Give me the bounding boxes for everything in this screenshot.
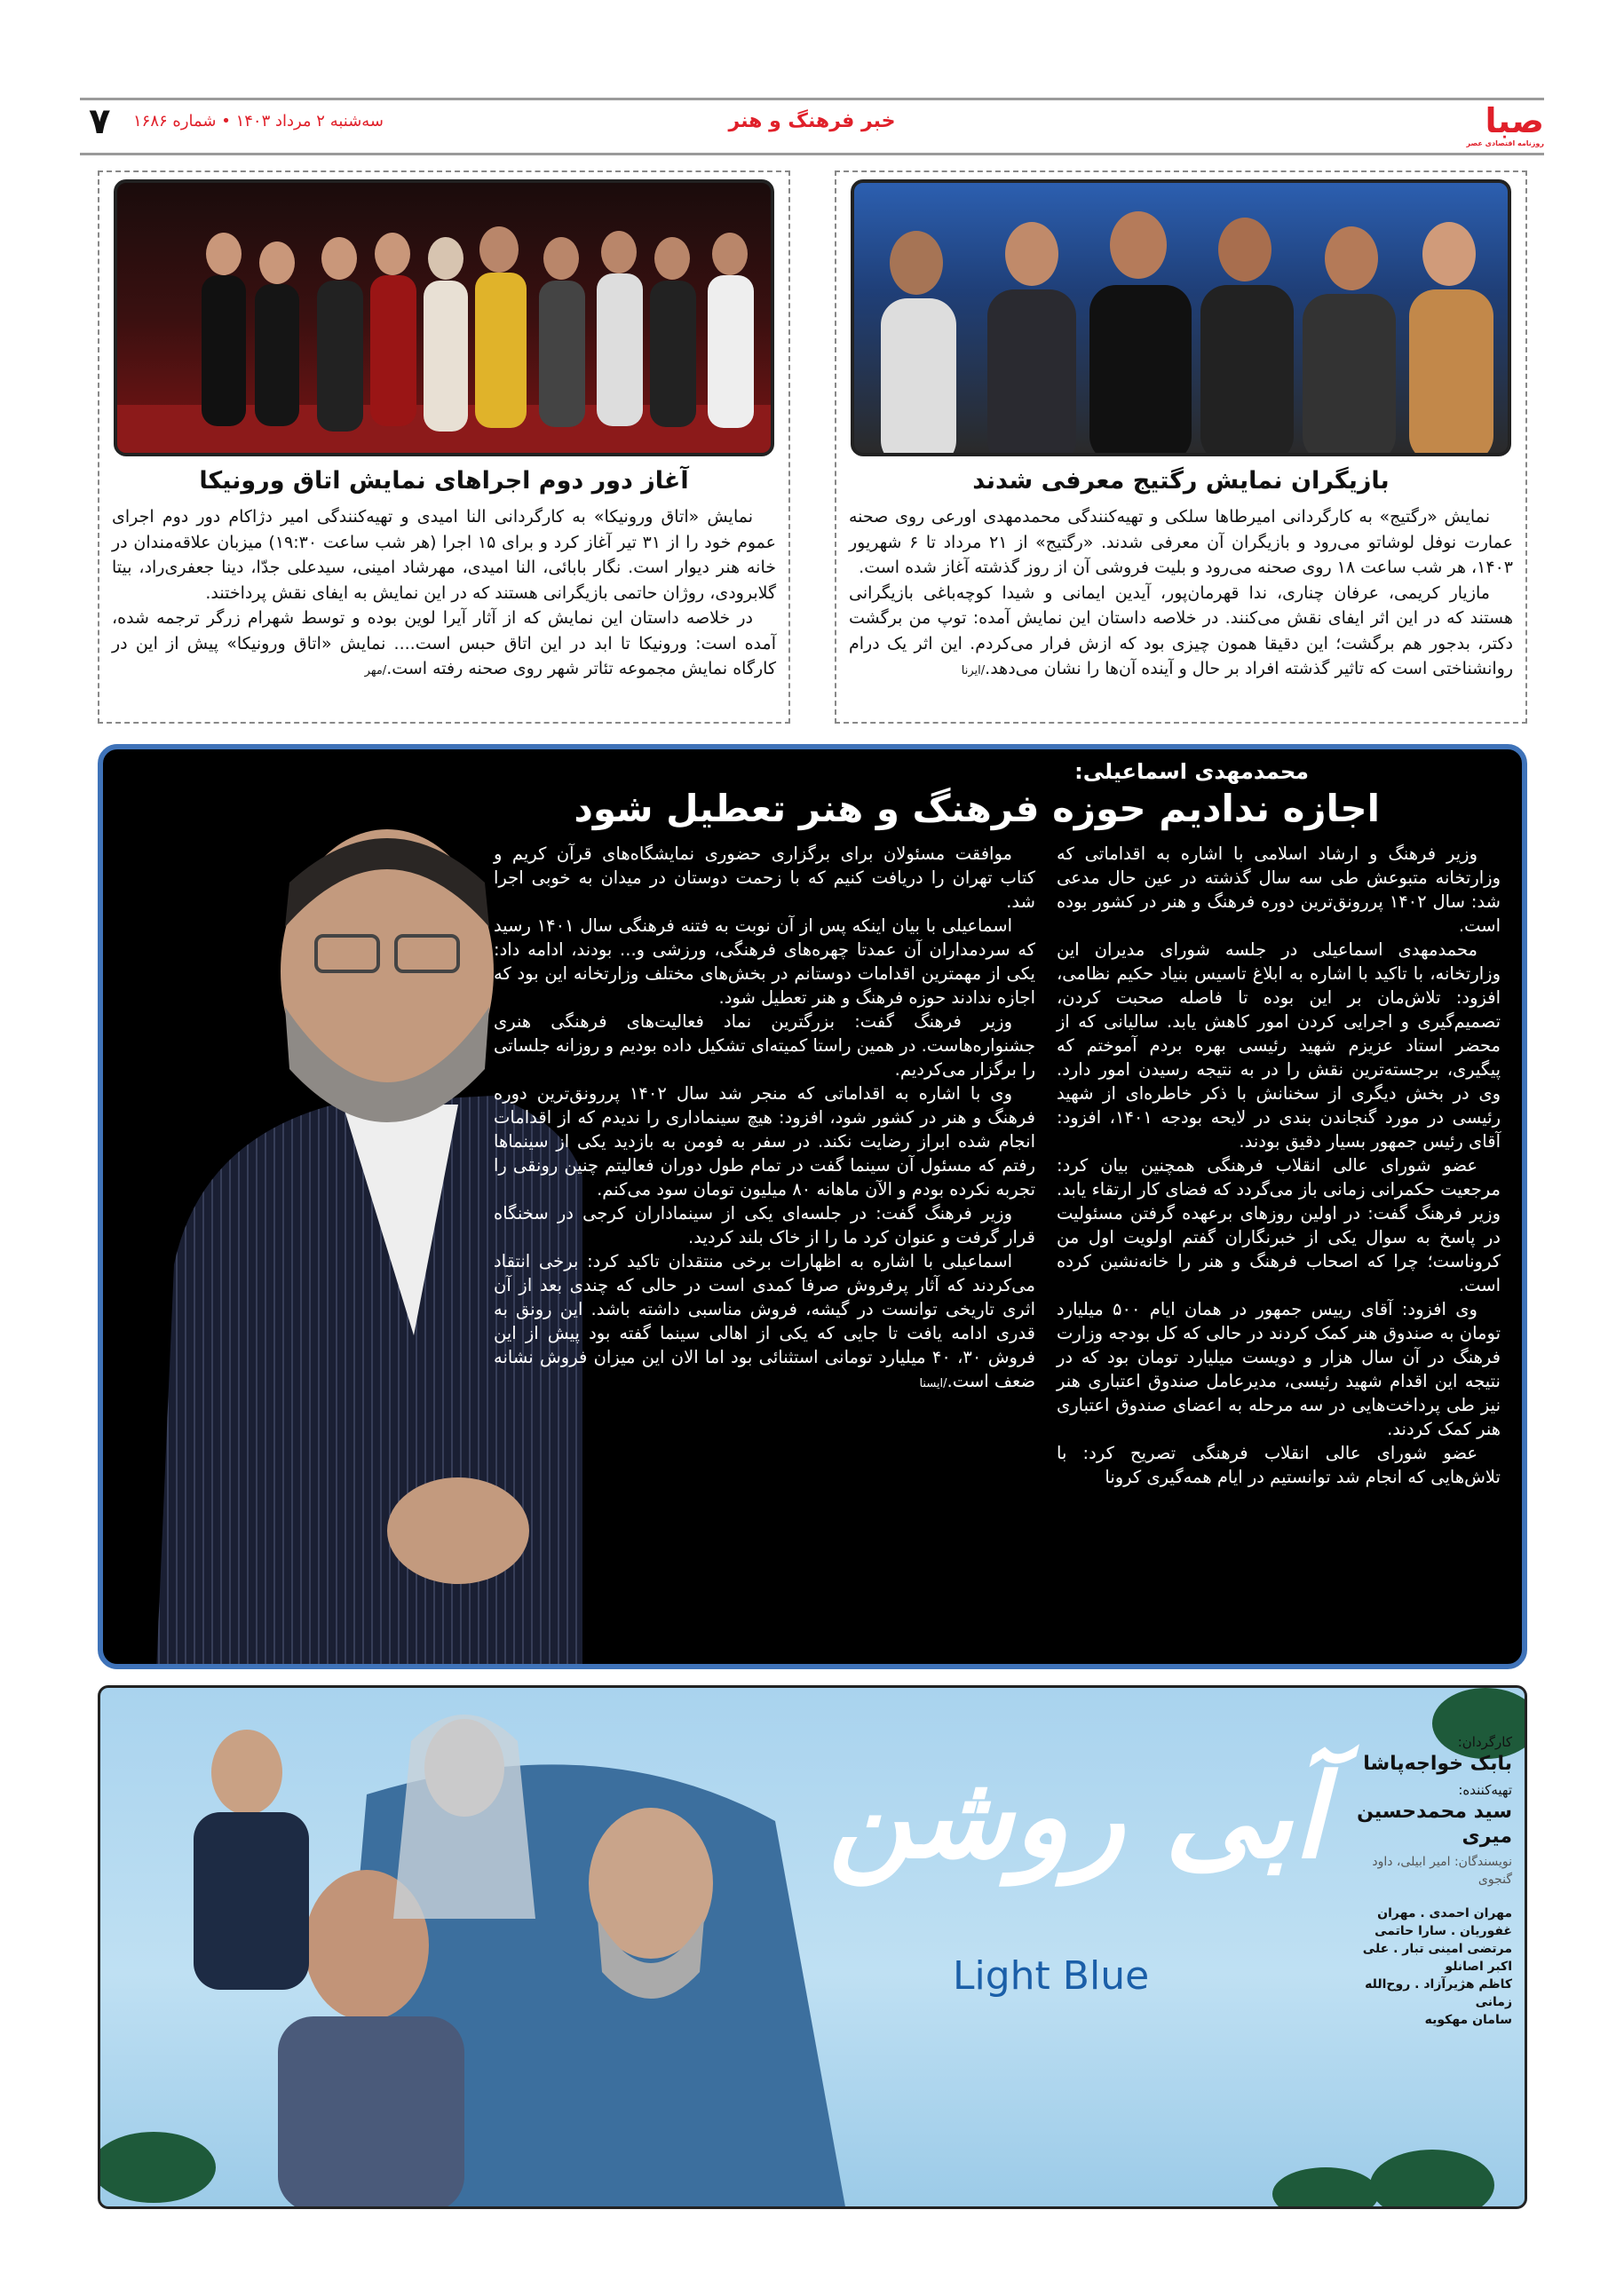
cast-photo-veronica <box>114 179 774 456</box>
section-title: خبر فرهنگ و هنر <box>728 110 896 132</box>
article-paragraph: وزیر فرهنگ گفت: بزرگترین نماد فعالیت‌های فرهنگی هنری جشنواره‌هاست. در همین راستا کمیته‌ای تشکیل داده بودیم و روزانه جلساتی را برگزار می‌کردیم. <box>494 1011 1035 1080</box>
page-number: ۷ <box>89 101 111 142</box>
news-body <box>112 504 776 685</box>
cast-line: کاظم هژیرآزاد . روح‌الله زمانی <box>1365 1977 1512 2009</box>
cast-line: سامان مهکویه <box>1424 2013 1512 2027</box>
cast-line: مرتضی امینی تبار . علی اکبر اصانلو <box>1362 1942 1512 1974</box>
cast-group-illustration <box>854 183 1511 456</box>
director-label: کارگردان: <box>1457 1734 1512 1750</box>
article-paragraph: وزیر فرهنگ و ارشاد اسلامی با اشاره به اقداماتی که وزارتخانه متبوعش طی سه سال گذشته در عین حال مدعی شد: سال ۱۴۰۲ پررونق‌ترین دوره فرهنگ و هنر در کشور بوده است. <box>1057 843 1501 936</box>
paragraph-text: مازیار کریمی، عرفان چناری، ندا قهرمان‌پور، آیدین ایمانی و شیدا کوچه‌باغی بازیگرانی هستند که در این اثر ایفای نقش می‌کنند. در خلاصه داستان این نمایش آمده: توپ من برگشت دکتر، بدجور هم برگشت؛ این دقیقا همون چیزی بود که ازش فرار می‌کردم. این اثر یک درام روانشناختی است که تاثیر گذشته افراد بر حال و آینده آن‌ها را نشان می‌دهد. <box>849 582 1513 678</box>
news-title: بازیگران نمایش رگتیج معرفی شدند <box>972 467 1390 495</box>
article-paragraph: موافقت مسئولان برای برگزاری حضوری نمایشگاه‌های قرآن کریم و کتاب تهران را دریافت کنیم که با زحمت دوستان در میدان به خوبی اجرا شد. <box>494 843 1035 912</box>
article-paragraph <box>494 1249 1035 1396</box>
article-paragraph: وی افزود: آقای رییس جمهور در همان ایام ۵۰۰ میلیارد تومان به صندوق هنر کمک کردند در حالی که کل بودجه وزارت فرهنگ در آن سال هزار و دویست میلیارد تومان بود که در نتیجه این اقدام شهید رئیسی، مدیرعامل صندوق اعتباری هنر نیز طی پرداخت‌هایی در سه مرحله به اعضای صندوق اعتباری هنر کمک کردند. <box>1057 1299 1501 1439</box>
film-poster-light-blue <box>98 1685 1527 2209</box>
header-bottom-rule <box>80 153 1544 155</box>
article-source: /ایسنا <box>919 1377 947 1390</box>
article-paragraph: وزیر فرهنگ گفت: در جلسه‌ای یکی از سینماداران کرجی در سخنگاه قرار گرفت و عنوان کرد ما را از خاک بلند کردید. <box>494 1203 1035 1247</box>
article-paragraph: وی با اشاره به اقداماتی که منجر شد سال ۱۴۰۲ پررونق‌ترین دوره فرهنگ و هنر در کشور شود، افزود: هیچ سینماداری را ندیدم که از اقدامات انجام شده ابراز رضایت نکند. در سفر به فومن به بازدید یکی از سینماها رفتم که مسئول آن سینما گفت در تمام طول دوران فعالیتم چنین رونقی را تجربه نکرده بودم و الآن ماهانه ۸۰ میلیون تومان سود می‌کنم. <box>494 1083 1035 1200</box>
paragraph-text: اسماعیلی با اشاره به اظهارات برخی منتقدان تاکید کرد: برخی انتقاد می‌کردند که آثار پرفروش صرفا کمدی است در حالی که چندی بعد از آن اثری تاریخی توانست در گیشه، فروش مناسبی داشته باشد. این رونق به قدری ادامه یافت تا جایی که یکی از اهالی سینما گفته بود پیش از این فروش ۳۰، ۴۰ میلیارد تومانی استثنائی بود اما الان این میزان فروش نشانه ضعف است. <box>494 1251 1035 1391</box>
writers: نویسندگان: امیر ابیلی، داود گنجوی <box>1372 1855 1512 1887</box>
article-column-left <box>494 842 1035 1396</box>
poster-credits <box>1335 1732 1512 2029</box>
cast-line: مهران احمدی . مهران غفوریان . سارا حاتمی <box>1374 1906 1512 1938</box>
news-paragraph <box>112 606 776 685</box>
article-headline: اجازه ندادیم حوزه فرهنگ و هنر تعطیل شود <box>574 787 1380 830</box>
main-article <box>98 744 1527 1669</box>
news-box-veronica <box>98 170 790 724</box>
news-title: آغاز دور دوم اجراهای نمایش اتاق ورونیکا <box>199 467 689 495</box>
director-name: بابک خواجه‌پاشا <box>1363 1753 1512 1775</box>
article-paragraph: اسماعیلی با بیان اینکه پس از آن نوبت به فتنه فرهنگی سال ۱۴۰۱ رسید که سردمداران آن عمدتا چهره‌های فرهنگی، ورزشی و... بودند، ادامه داد: یکی از مهمترین اقدامات دوستانم در بخش‌های مختلف وزارتخانه این بود که اجازه ندادند حوزه فرهنگ و هنر تعطیل شود. <box>494 915 1035 1008</box>
poster-title-en: Light Blue <box>953 1953 1150 1999</box>
news-box-ragtime <box>835 170 1527 724</box>
logo-subtitle: روزنامه اقتصادی عصر <box>1466 139 1544 147</box>
logo-text: صبا <box>1485 101 1544 140</box>
cast-photo-ragtime <box>851 179 1511 456</box>
producer-name: سید محمدحسین میری <box>1357 1801 1512 1848</box>
dateline: سه‌شنبه ۲ مرداد ۱۴۰۳ • شماره ۱۶۸۶ <box>133 112 384 131</box>
poster-title-fa: آبی روشن <box>828 1749 1326 1884</box>
news-body <box>849 504 1513 685</box>
page-header <box>80 101 1544 151</box>
news-paragraph <box>849 581 1513 685</box>
article-paragraph: محمدمهدی اسماعیلی در جلسه شورای مدیران این وزارتخانه، با تاکید با اشاره به ابلاغ تاسیس بنیاد حکیم نظامی، افزود: تلاش‌مان بر این بوده تا فاصله صحبت کردن، تصمیم‌گیری و اجرایی کردن امور کاهش یابد. سالیانی که از محضر استاد عزیزم شهید رئیسی بهره بردم آموختم که پیگیری، برجسته‌ترین نقش را در به نتیجه رسیدن امور دارد. وی در بخش دیگری از سخنانش با ذکر خاطره‌ای از شهید رئیسی در مورد گنجاندن بندی در لایحه بودجه ۱۴۰۱، افزود: آقای رئیس جمهور بسیار دقیق بودند. <box>1057 939 1501 1152</box>
stage-group-illustration <box>117 183 774 456</box>
header-top-rule <box>80 98 1544 100</box>
article-kicker: محمدمهدی اسماعیلی: <box>1074 759 1309 784</box>
producer-label: تهیه‌کننده: <box>1458 1782 1512 1798</box>
article-paragraph: عضو شورای عالی انقلاب فرهنگی همچنین بیان کرد: مرجعیت حکمرانی زمانی باز می‌گردد که فضای کار ارتقاء یابد. وزیر فرهنگ گفت: در اولین روزهای برعهده گرفتن مسئولیت در پاسخ به سوال یکی از خبرنگاران گفتم اولویت اول من کروناست؛ چرا که اصحاب فرهنگ و هنر را خانه‌نشین کرده است. <box>1057 1155 1501 1295</box>
article-paragraph: عضو شورای عالی انقلاب فرهنگی تصریح کرد: با تلاش‌هایی که انجام شد توانستیم در ایام همه‌گیری کرونا <box>1057 1443 1501 1487</box>
paragraph-text: در خلاصه داستان این نمایش که از آثار آیرا لوین بوده و توسط شهرام زرگر ترجمه شده، آمده است: ورونیکا تا ابد در این اتاق حبس است.... نمایش «اتاق ورونیکا» پیش از این در کارگاه نمایش مجموعه تئاتر شهر روی صحنه رفته است. <box>112 608 776 678</box>
article-column-right <box>1057 842 1501 1489</box>
news-source: /ایرنا <box>961 664 986 677</box>
news-paragraph: نمایش «اتاق ورونیکا» به کارگردانی النا امیدی و تهیه‌کنندگی امیر دژاکام دور دوم اجرای عموم خود را از ۳۱ تیر آغاز کرد و برای ۱۵ اجرا (هر شب ساعت ۱۹:۳۰) میزبان علاقه‌مندان در خانه هنر دیوار است. نگار بابائی، النا امیدی، مهرشاد امینی، سیدعلی جدّا، دینا جعفری‌راد، بیتا گلابرودی، روژان حاتمی بازیگرانی هستند که در این نمایش به ایفای نقش پرداختند. <box>112 507 776 603</box>
news-source: /مهر <box>364 664 387 677</box>
news-paragraph: نمایش «رگتیج» به کارگردانی امیرطاها سلکی و تهیه‌کنندگی محمدمهدی اورعی روی صحنه عمارت نوفل لوشاتو می‌رود و بازیگران آن معرفی شدند. «رگتیج» از ۲۱ مرداد تا ۶ شهریور ۱۴۰۳، هر شب ساعت ۱۸ روی صحنه می‌رود و بلیت فروشی آن از روز گذشته آغاز شده است. <box>849 507 1514 577</box>
